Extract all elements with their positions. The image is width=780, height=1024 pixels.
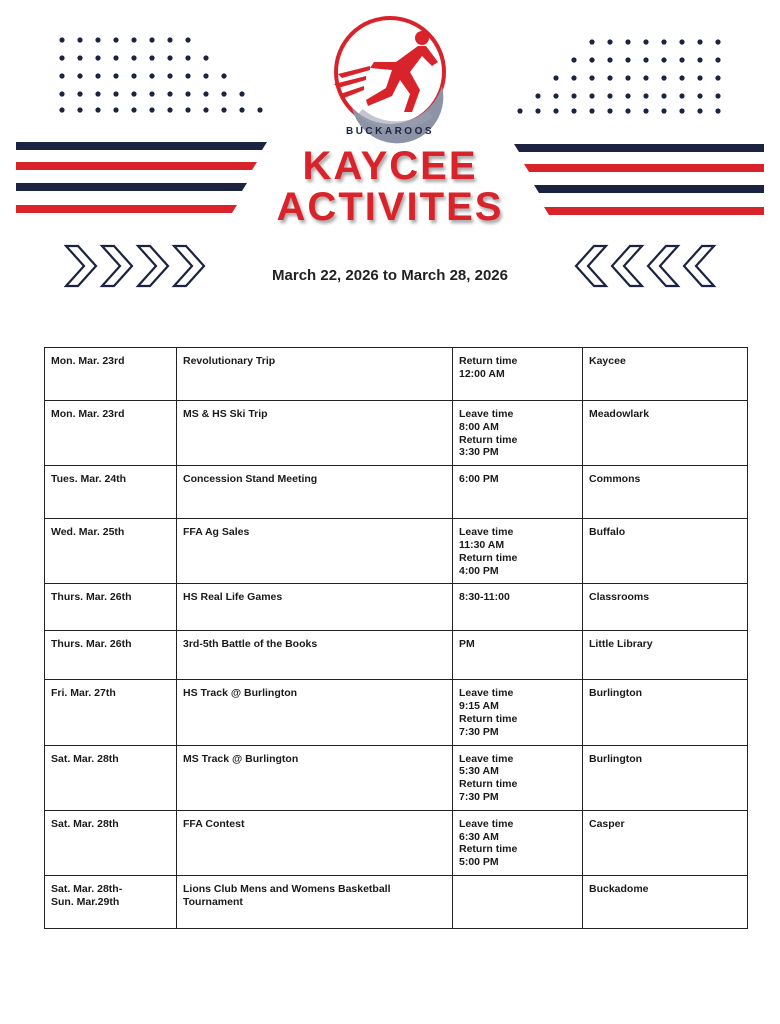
left-dot-pattern bbox=[54, 34, 274, 116]
event-cell bbox=[177, 810, 453, 875]
event-cell-line: FFA Ag Sales bbox=[183, 526, 250, 539]
title-line1: KAYCEE bbox=[302, 144, 478, 188]
date-cell bbox=[45, 584, 177, 631]
date-cell-line: Thurs. Mar. 26th bbox=[51, 638, 132, 651]
location-cell bbox=[583, 631, 748, 680]
location-cell bbox=[583, 348, 748, 401]
event-cell bbox=[177, 519, 453, 584]
title-line2: ACTIVITES bbox=[276, 185, 504, 229]
location-cell-line: Burlington bbox=[589, 687, 643, 700]
location-cell-line: Commons bbox=[589, 473, 641, 486]
date-cell-line: Mon. Mar. 23rd bbox=[51, 408, 125, 420]
time-cell-line: 6:00 PM bbox=[459, 473, 499, 486]
date-cell-line: Sat. Mar. 28th bbox=[51, 752, 119, 765]
date-cell bbox=[45, 401, 177, 466]
date-cell-line: Fri. Mar. 27th bbox=[51, 687, 116, 700]
time-cell bbox=[453, 810, 583, 875]
time-cell-line: Leave time bbox=[459, 687, 514, 700]
schedule-row bbox=[45, 631, 748, 680]
location-cell-line: Casper bbox=[589, 817, 625, 830]
location-cell-line: Kaycee bbox=[589, 355, 626, 367]
date-range: March 22, 2026 to March 28, 2026 bbox=[272, 267, 508, 284]
time-cell-line: Return time bbox=[459, 712, 518, 725]
time-cell bbox=[453, 519, 583, 584]
time-cell bbox=[453, 584, 583, 631]
date-cell-line: Wed. Mar. 25th bbox=[51, 526, 125, 539]
schedule-row bbox=[45, 348, 748, 401]
time-cell-line: 12:00 AM bbox=[459, 367, 505, 380]
date-cell bbox=[45, 745, 177, 810]
location-cell bbox=[583, 519, 748, 584]
schedule-row bbox=[45, 875, 748, 928]
event-cell bbox=[177, 875, 453, 928]
location-cell bbox=[583, 875, 748, 928]
event-cell-line: HS Real Life Games bbox=[183, 591, 283, 604]
event-cell bbox=[177, 348, 453, 401]
time-cell-line: Leave time bbox=[459, 408, 514, 420]
buckaroos-runner-logo bbox=[330, 16, 450, 144]
time-cell-line: Return time bbox=[459, 843, 518, 856]
schedule-row bbox=[45, 584, 748, 631]
location-cell bbox=[583, 584, 748, 631]
left-chevrons-icon bbox=[572, 244, 718, 288]
right-stripes bbox=[512, 144, 766, 220]
time-cell-line: 8:30-11:00 bbox=[459, 591, 510, 604]
schedule-row bbox=[45, 810, 748, 875]
event-cell-line: HS Track @ Burlington bbox=[183, 687, 298, 700]
date-cell bbox=[45, 466, 177, 519]
date-cell-line: Sat. Mar. 28th- bbox=[51, 882, 123, 895]
time-cell-line: Return time bbox=[459, 778, 518, 791]
location-cell-line: Buffalo bbox=[589, 526, 626, 539]
event-cell bbox=[177, 631, 453, 680]
time-cell bbox=[453, 875, 583, 928]
date-cell bbox=[45, 519, 177, 584]
event-cell bbox=[177, 680, 453, 745]
location-cell-line: Meadowlark bbox=[589, 408, 650, 420]
event-cell-line: Lions Club Mens and Womens Basketball bbox=[183, 882, 391, 895]
schedule-table bbox=[44, 347, 748, 929]
event-cell-line: 3rd-5th Battle of the Books bbox=[183, 638, 318, 651]
time-cell-line: 7:30 PM bbox=[459, 790, 499, 803]
time-cell bbox=[453, 631, 583, 680]
time-cell bbox=[453, 348, 583, 401]
time-cell-line: 3:30 PM bbox=[459, 446, 499, 459]
schedule-row bbox=[45, 680, 748, 745]
date-cell-line: Sun. Mar.29th bbox=[51, 895, 120, 908]
schedule-row bbox=[45, 466, 748, 519]
time-cell-line: 9:15 AM bbox=[459, 700, 499, 713]
date-cell bbox=[45, 875, 177, 928]
time-cell-line: 4:00 PM bbox=[459, 564, 499, 577]
time-cell-line: Return time bbox=[459, 355, 518, 367]
time-cell-line: Leave time bbox=[459, 817, 514, 830]
event-cell-line: MS & HS Ski Trip bbox=[183, 408, 268, 420]
location-cell bbox=[583, 401, 748, 466]
location-cell bbox=[583, 810, 748, 875]
date-cell bbox=[45, 680, 177, 745]
schedule-row bbox=[45, 745, 748, 810]
event-cell bbox=[177, 584, 453, 631]
logo-text: BUCKAROOS bbox=[345, 126, 435, 137]
location-cell-line: Classrooms bbox=[589, 591, 650, 604]
date-cell-line: Thurs. Mar. 26th bbox=[51, 591, 132, 604]
time-cell-line: 5:30 AM bbox=[459, 765, 499, 778]
time-cell bbox=[453, 680, 583, 745]
time-cell-line: Leave time bbox=[459, 526, 514, 539]
date-cell bbox=[45, 631, 177, 680]
event-cell-line: Concession Stand Meeting bbox=[183, 473, 318, 486]
time-cell-line: PM bbox=[459, 638, 475, 651]
time-cell-line: Return time bbox=[459, 433, 518, 446]
date-cell-line: Mon. Mar. 23rd bbox=[51, 355, 125, 367]
schedule-row bbox=[45, 519, 748, 584]
date-cell-line: Sat. Mar. 28th bbox=[51, 817, 119, 830]
event-cell-line: Tournament bbox=[183, 895, 243, 908]
location-cell-line: Burlington bbox=[589, 752, 643, 765]
time-cell-line: 11:30 AM bbox=[459, 538, 505, 551]
location-cell bbox=[583, 745, 748, 810]
time-cell-line: Return time bbox=[459, 551, 518, 564]
right-dot-pattern bbox=[512, 34, 732, 116]
left-stripes bbox=[16, 142, 270, 218]
event-cell-line: FFA Contest bbox=[183, 817, 245, 830]
event-cell-line: Revolutionary Trip bbox=[183, 355, 276, 367]
event-cell bbox=[177, 745, 453, 810]
time-cell-line: 8:00 AM bbox=[459, 420, 499, 433]
location-cell-line: Little Library bbox=[589, 638, 653, 651]
date-cell-line: Tues. Mar. 24th bbox=[51, 473, 127, 486]
time-cell bbox=[453, 466, 583, 519]
time-cell-line: Leave time bbox=[459, 752, 514, 765]
time-cell-line: 5:00 PM bbox=[459, 856, 499, 869]
time-cell-line: 7:30 PM bbox=[459, 725, 499, 738]
time-cell bbox=[453, 745, 583, 810]
location-cell-line: Buckadome bbox=[589, 882, 649, 895]
right-chevrons-icon bbox=[64, 244, 210, 288]
date-cell bbox=[45, 810, 177, 875]
event-cell bbox=[177, 401, 453, 466]
location-cell bbox=[583, 680, 748, 745]
time-cell bbox=[453, 401, 583, 466]
date-cell bbox=[45, 348, 177, 401]
schedule-row bbox=[45, 401, 748, 466]
event-cell-line: MS Track @ Burlington bbox=[183, 752, 299, 765]
event-cell bbox=[177, 466, 453, 519]
time-cell-line: 6:30 AM bbox=[459, 830, 499, 843]
location-cell bbox=[583, 466, 748, 519]
